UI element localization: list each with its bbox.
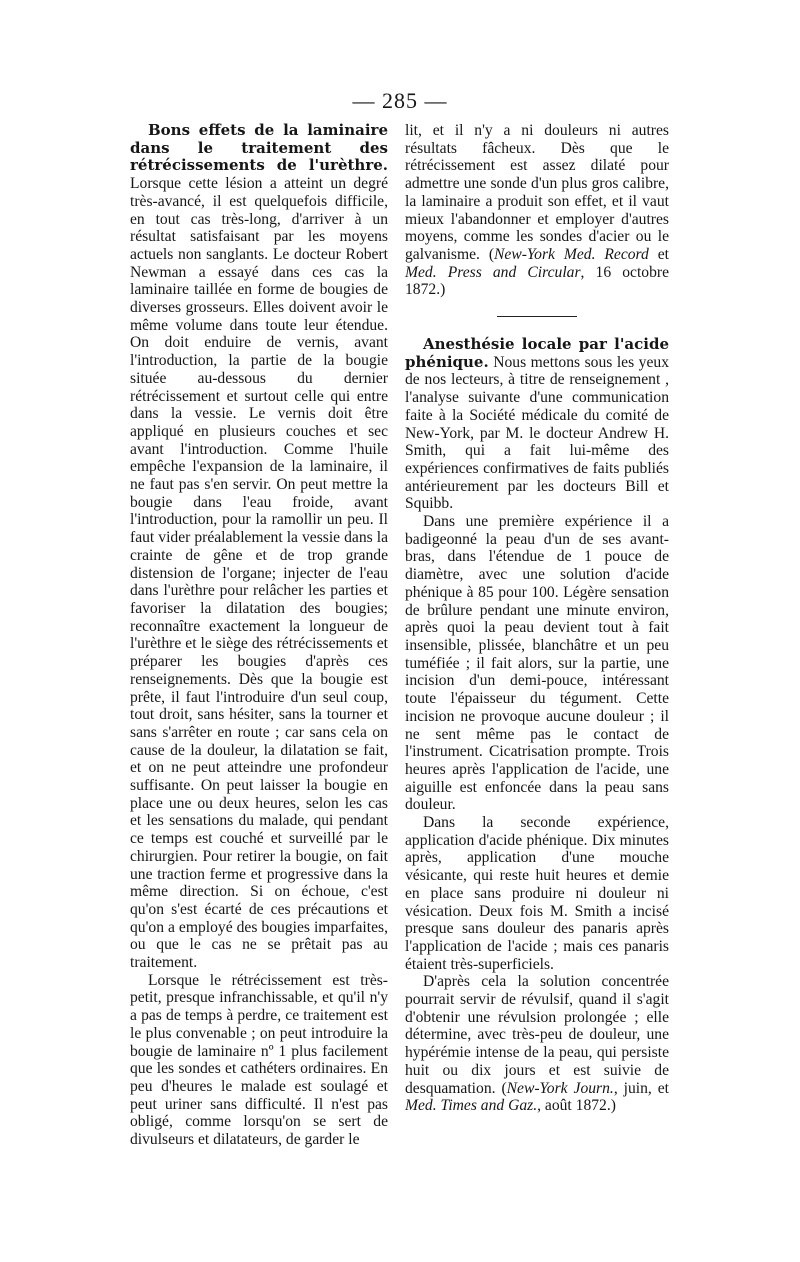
page-number: — 285 — [352, 88, 448, 113]
article-paragraph: Dans la seconde expérience, application d'acide phénique. Dix minutes après, application d'une mouche vésicante, qui reste huit heures et demie en place sans produire ni douleur ni vésication. Deux fois M. Smith a incisé presque sans douleur des panaris après l'application de l'acide ; mais ces panaris étaient très-superficiels. [405, 814, 669, 973]
article-continuation [405, 122, 669, 299]
article-heading: Anesthésie locale par l'acide phénique. [405, 335, 669, 371]
citation-source: New-York Journ. [506, 1079, 614, 1097]
citation-date: , 16 octobre 1872.) [405, 263, 669, 299]
article-2 [405, 336, 669, 513]
left-column [130, 122, 388, 1149]
citation-date: , août 1872.) [537, 1097, 616, 1115]
article-paragraph: Lorsque cette lésion a atteint un degré très-avancé, il est quelquefois difficile, en tout cas très-long, d'arriver à un résultat satisfaisant par les moyens actuels non sanglants. Le docteur Robert Newman a essayé dans ces cas la laminaire taillée en forme de bougies de diverses grosseurs. Elles doivent avoir le même volume dans toute leur étendue. On doit enduire de vernis, avant l'introduction, la partie de la bougie située au-dessous du dernier rétrécissement et surtout celle qui entre dans la vessie. Le vernis doit être appliqué en plusieurs couches et sec avant l'introduction. Comme l'huile empêche l'expansion de la laminaire, il ne faut pas s'en servir. On peut mettre la bougie dans l'eau froide, avant l'introduction, pour la ramollir un peu. Il faut vider préalablement la vessie dans la crainte de gêne et de trop grande distension de l'organe; injecter de l'eau dans l'urèthre pour relâcher les parties et favoriser la dilatation des bougies; reconnaître exactement la longueur de l'urèthre et le siège des rétrécissements et préparer les bougies d'après ces renseignements. Dès que la bougie est prête, il faut l'introduire d'un seul coup, tout droit, sans hésiter, sans la tourner et sans s'arrêter en route ; car sans cela on cause de la douleur, la dilatation se fait, et on ne peut atteindre une profondeur suffisante. On peut laisser la bougie en place une ou deux heures, selon les cas et les sensations du malade, qui pendant ce temps est couché et surveillé par le chirurgien. Pour retirer la bougie, on fait une traction ferme et progressive dans la même direction. Si on échoue, c'est qu'on s'est écarté de ces précautions et qu'on a employé des bougies imparfaites, ou que le cas ne se prêtait pas au traitement. [130, 175, 388, 972]
citation-source: New-York Med. Record [494, 245, 649, 263]
section-divider [497, 316, 577, 317]
paragraph-text: D'après cela la solution concentrée pourrait servir de révulsif, quand il s'agit d'obtenir une révulsion prolongée ; elle détermine, avec très-peu de douleur, une hypérémie intense de la peau, qui persiste huit ou dix jours et est suivie de desquamation. ( [405, 973, 669, 1097]
article-1 [130, 122, 388, 972]
paragraph-text: lit, et il n'y a ni douleurs ni autres résultats fâcheux. Dès que le rétrécissement est assez dilaté pour admettre une sonde d'un plus gros calibre, la laminaire a produit son effet, et il vaut mieux l'abandonner et employer d'autres moyens, comme les sondes d'acier ou le galvanisme. ( [405, 122, 669, 263]
article-paragraph [405, 973, 669, 1115]
citation-source: Med. Times and Gaz. [405, 1097, 538, 1115]
citation-source: Med. Press and Circular [405, 263, 581, 281]
right-column [405, 122, 669, 1115]
citation-conjunction: , juin, et [613, 1079, 669, 1097]
article-paragraph: Nous mettons sous les yeux de nos lecteurs, à titre de renseignement , l'analyse suivante d'une communication faite à la Société médicale du comité de New-York, par M. le docteur Andrew H. Smith, qui a fait lui-même des expériences confirmatives de faits publiés antérieurement par les docteurs Bill et Squibb. [405, 353, 669, 513]
article-heading: Bons effets de la laminaire dans le traitement des rétrécissements de l'urèthre. [130, 121, 388, 175]
article-paragraph: Dans une première expérience il a badigeonné la peau d'un de ses avant-bras, dans l'étendue de 1 pouce de diamètre, avec une solution d'acide phénique à 85 pour 100. Légère sensation de brûlure pendant une minute environ, après quoi la peau devient tout à fait insensible, plissée, blanchâtre et un peu tuméfiée ; il fait alors, sur la partie, une incision d'un demi-pouce, intéressant toute l'épaisseur du tégument. Cette incision ne provoque aucune douleur ; il ne sent même pas le contact de l'instrument. Cicatrisation prompte. Trois heures après l'application de l'acide, une aiguille est enfoncée dans la peau sans douleur. [405, 513, 669, 814]
citation-conjunction: et [648, 245, 669, 263]
article-paragraph: Lorsque le rétrécissement est très-petit, presque infranchissable, et qu'il n'y a pas de temps à perdre, ce traitement est le plus convenable ; on peut introduire la bougie de laminaire nº 1 plus facilement que les sondes et cathéters ordinaires. En peu d'heures le malade est soulagé et peut uriner sans difficulté. Il n'est pas obligé, comme lorsqu'on se sert de divulseurs et dilatateurs, de garder le [130, 971, 388, 1149]
